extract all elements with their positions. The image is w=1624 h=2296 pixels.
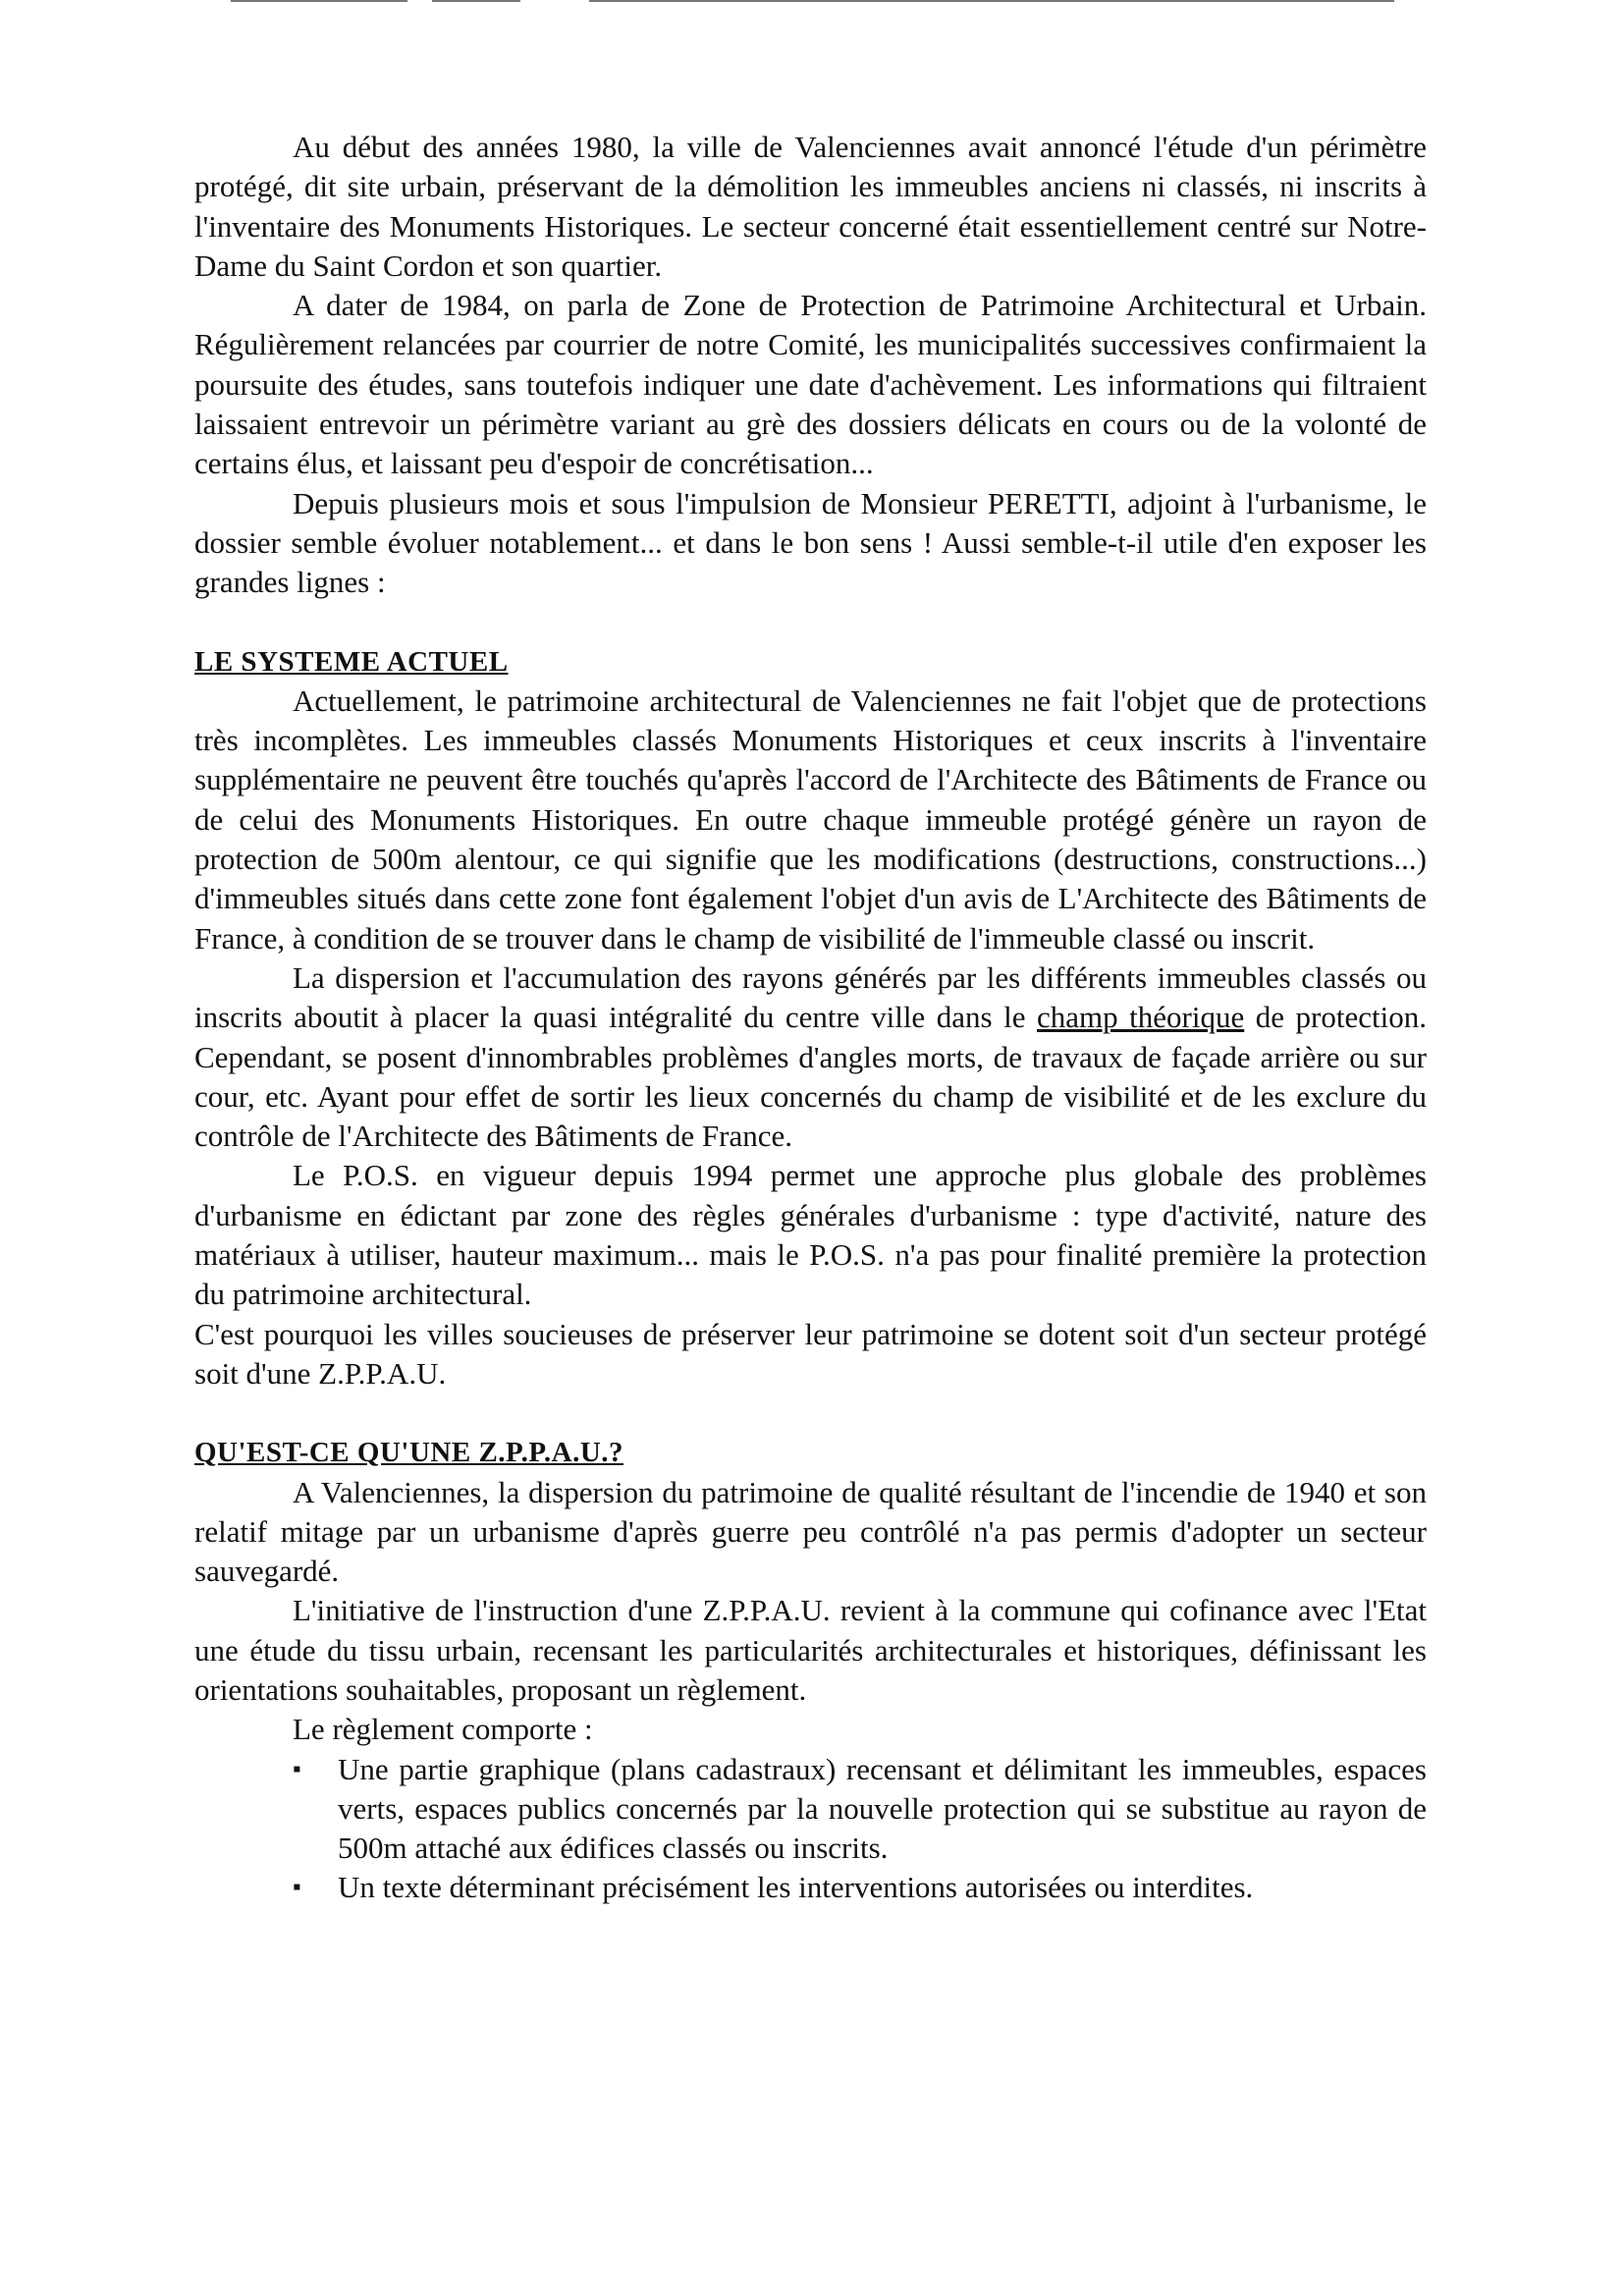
zppau-paragraph-2: L'initiative de l'instruction d'une Z.P.P.A.U. revient à la commune qui cofinance avec l'Etat une étude du tissu urbain, recensant les particularités architecturales et historiques, définissant les orientations souhaitables, proposant un règlement. xyxy=(194,1593,1427,1707)
reglement-bullet-item xyxy=(194,1868,1427,1907)
bullet-icon: ▪ xyxy=(293,1875,301,1901)
intro-section xyxy=(194,128,1427,603)
systeme-paragraph-3: Le P.O.S. en vigueur depuis 1994 permet une approche plus globale des problèmes d'urbanisme en édictant par zone des règles générales d'urbanisme : type d'activité, nature des matériaux à utiliser, hauteur maximum... mais le P.O.S. n'a pas pour finalité première la protection du patrimoine architectural. xyxy=(194,1158,1427,1312)
intro-paragraph-3: Depuis plusieurs mois et sous l'impulsion de Monsieur PERETTI, adjoint à l'urbanisme, le dossier semble évoluer notablement... et dans le bon sens ! Aussi semble-t-il utile d'en exposer les grandes lignes : xyxy=(194,485,1427,600)
systeme-actuel-section xyxy=(194,642,1427,1394)
zppau-section xyxy=(194,1433,1427,1908)
scan-artifact-line xyxy=(231,0,407,2)
systeme-paragraph-2-text-after: de protection. Cependant, se posent d'innombrables problèmes d'angles morts, de travaux de façade arrière ou sur cour, etc. Ayant pour effet de sortir les lieux concernés du champ de visibilité et de les exclure du contrôle de l'Architecte des Bâtiments de France. xyxy=(194,1000,1427,1154)
zppau-paragraph-1: A Valenciennes, la dispersion du patrimoine de qualité résultant de l'incendie de 1940 et son relatif mitage par un urbanisme d'après guerre peu contrôlé n'a pas permis d'adopter un secteur sauvegardé. xyxy=(194,1474,1427,1589)
systeme-paragraph-2 xyxy=(194,958,1427,1156)
document-page xyxy=(194,128,1427,1908)
scan-artifact-line xyxy=(589,0,1394,2)
champ-theorique-underlined-text: champ théorique xyxy=(1037,1000,1245,1035)
systeme-paragraph-2-text-before: La dispersion et l'accumulation des rayons générés par les différents immeubles classés ou inscrits aboutit à placer la quasi intégralité du centre ville dans le xyxy=(194,959,1427,1035)
zppau-heading: QU'EST-CE QU'UNE Z.P.P.A.U.? xyxy=(194,1437,624,1469)
reglement-bullet-list xyxy=(194,1750,1427,1908)
intro-paragraph-2: A dater de 1984, on parla de Zone de Protection de Patrimoine Architectural et Urbain. Régulièrement relancées par courrier de notre Comité, les municipalités successives confirmaient la poursuite des études, sans toutefois indiquer une date d'achèvement. Les informations qui filtraient laissaient entrevoir un périmètre variant au grè des dossiers délicats en cours ou de la volonté de certains élus, et laissant peu d'espoir de concrétisation... xyxy=(194,288,1427,481)
systeme-paragraph-4: C'est pourquoi les villes soucieuses de préserver leur patrimoine se dotent soit d'un secteur protégé soit d'une Z.P.P.A.U. xyxy=(194,1316,1427,1391)
scan-artifact-line xyxy=(432,0,520,2)
reglement-bullet-text: Un texte déterminant précisément les interventions autorisées ou interdites. xyxy=(338,1870,1254,1905)
reglement-intro: Le règlement comporte : xyxy=(293,1712,593,1747)
reglement-bullet-text: Une partie graphique (plans cadastraux) recensant et délimitant les immeubles, espaces verts, espaces publics concernés par la nouvelle protection qui se substitue au rayon de 500m attaché aux édifices classés ou inscrits. xyxy=(338,1751,1427,1866)
systeme-actuel-heading: LE SYSTEME ACTUEL xyxy=(194,645,509,678)
bullet-icon: ▪ xyxy=(293,1756,301,1782)
intro-paragraph-1: Au début des années 1980, la ville de Valenciennes avait annoncé l'étude d'un périmètre protégé, dit site urbain, préservant de la démolition les immeubles anciens ni classés, ni inscrits à l'inventaire des Monuments Historiques. Le secteur concerné était essentiellement centré sur Notre-Dame du Saint Cordon et son quartier. xyxy=(194,130,1427,283)
systeme-paragraph-1: Actuellement, le patrimoine architectural de Valenciennes ne fait l'objet que de protections très incomplètes. Les immeubles classés Monuments Historiques et ceux inscrits à l'inventaire supplémentaire ne peuvent être touchés qu'après l'accord de l'Architecte des Bâtiments de France ou de celui des Monuments Historiques. En outre chaque immeuble protégé génère un rayon de protection de 500m alentour, ce qui signifie que les modifications (destructions, constructions...) d'immeubles situés dans cette zone font également l'objet d'un avis de L'Architecte des Bâtiments de France, à condition de se trouver dans le champ de visibilité de l'immeuble classé ou inscrit. xyxy=(194,683,1427,956)
reglement-bullet-item xyxy=(194,1750,1427,1869)
